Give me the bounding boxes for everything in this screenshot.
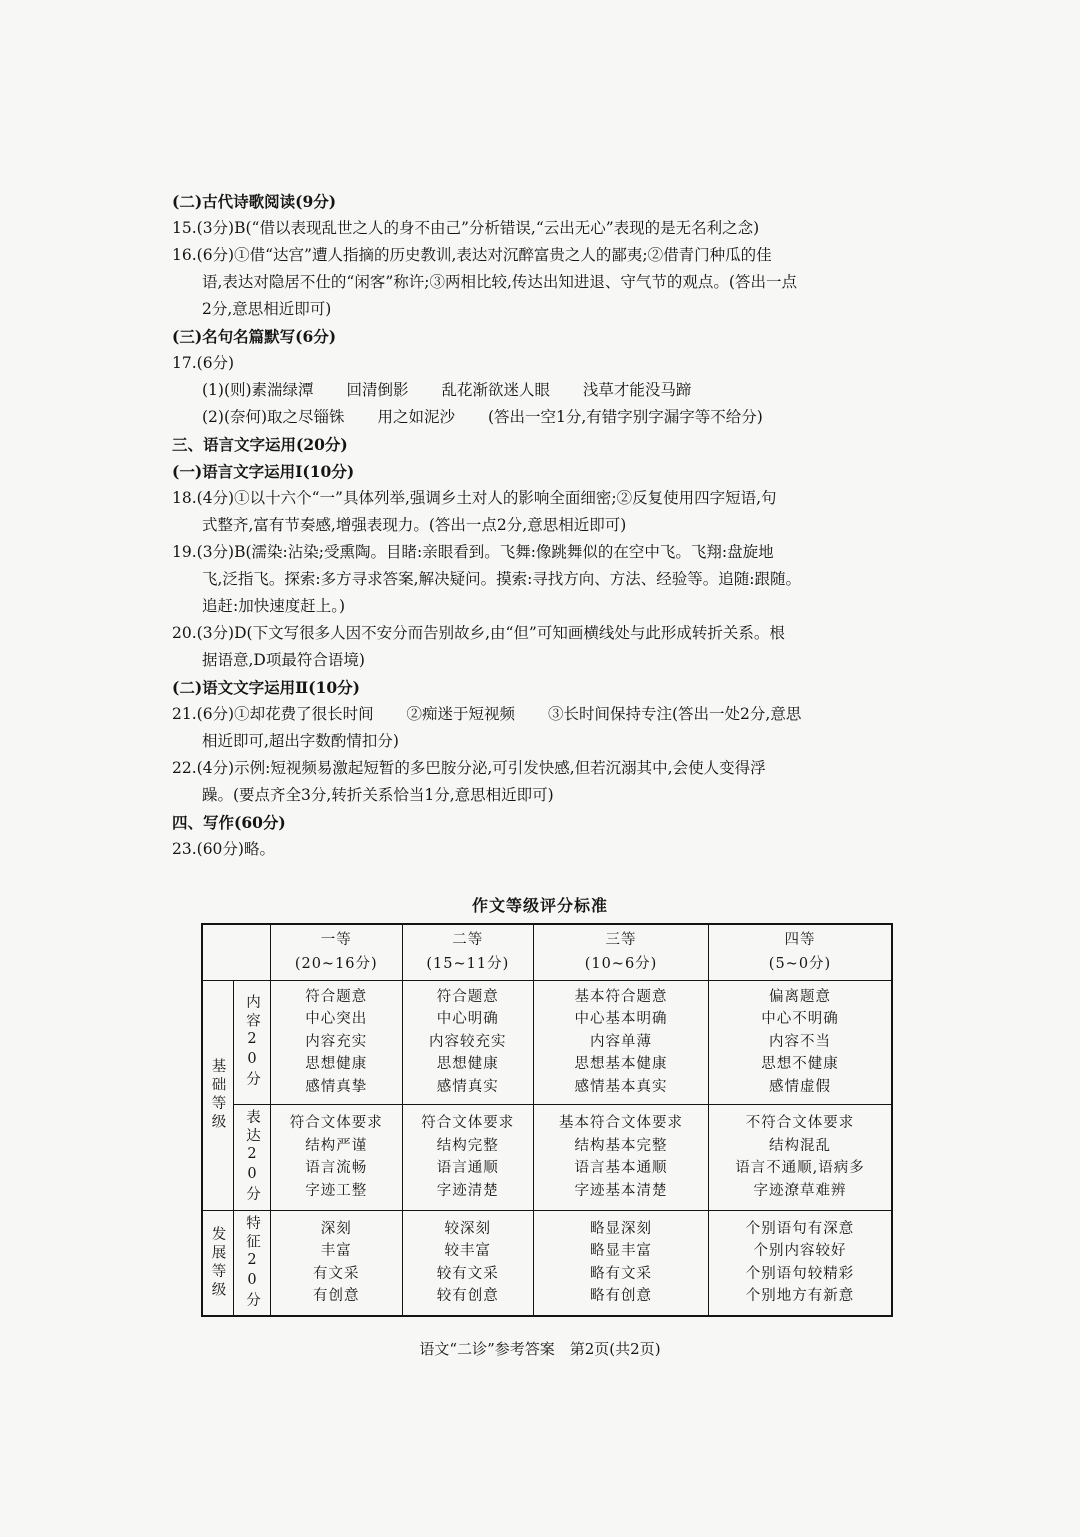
criteria-cell [534,1104,709,1210]
criterion: 中心基本明确 [574,1011,668,1028]
answer-segment: ②痴迷于短视频 [406,705,516,723]
grading-table [201,923,893,1317]
criterion: 字迹清楚 [436,1182,499,1199]
criterion: 略显丰富 [590,1243,653,1260]
section-heading: (三)名句名篇默写(6分) [172,327,337,346]
table-header-row [202,924,892,980]
criterion: 字迹工整 [305,1182,368,1199]
criterion: 符合题意 [305,988,368,1005]
criterion: 中心突出 [305,1011,368,1028]
criterion: 思想基本健康 [574,1056,668,1073]
criterion: 符合文体要求 [421,1115,515,1131]
criterion: 偏离题意 [768,988,831,1005]
answer-segment: (1)(则)素湍绿潭 [202,381,314,399]
answer-line: 2分,意思相近即可) [202,300,332,318]
criterion: 略有创意 [590,1288,653,1305]
criteria-cell [402,980,534,1104]
criterion: 感情基本真实 [574,1078,668,1095]
answer-line [172,377,917,404]
criterion: 结构基本完整 [574,1137,668,1154]
criterion: 内容较充实 [429,1033,507,1050]
answer-line: 式整齐,富有节奏感,增强表现力。(答出一点2分,意思相近即可) [202,516,627,534]
criterion: 字迹基本清楚 [574,1182,668,1199]
criterion: 略有文采 [590,1265,653,1282]
grade-range: (10~6分) [584,956,658,973]
criteria-cell [708,1104,892,1210]
answer-line: 22.(4分)示例:短视频易激起短暂的多巴胺分泌,可引发快感,但若沉溺其中,会使人变得浮 [172,759,766,777]
answer-line: 15.(3分)B(“借以表现乱世之人的身不由己”分析错误,“云出无心”表现的是无名利之念) [172,219,760,237]
answer-line [172,404,917,431]
criterion: 符合题意 [436,988,499,1005]
table-title: 作文等级评分标准 [471,896,608,915]
category-cell: 发展等级 [202,1210,234,1316]
answer-line: 相近即可,超出字数酌情扣分) [202,732,399,750]
grade-range: (15~11分) [426,956,510,973]
answer-line: 16.(6分)①借“达宫”遭人指摘的历史教训,表达对沉醉富贵之人的鄙夷;②借青门种瓜的佳 [172,246,772,264]
table-row [202,1104,892,1210]
answer-line: 19.(3分)B(濡染:沾染;受熏陶。目睹:亲眼看到。飞舞:像跳舞似的在空中飞。飞翔:盘旋地 [172,543,774,561]
section-heading: (二)古代诗歌阅读(9分) [172,192,337,211]
criterion: 深刻 [320,1220,352,1237]
criteria-cell [534,980,709,1104]
grade-level: 二等 [452,932,484,949]
criterion: 个别语句较精彩 [745,1265,855,1282]
criterion: 结构混乱 [768,1137,831,1154]
answer-segment: (2)(奈何)取之尽锱铢 [202,408,345,426]
criterion: 个别内容较好 [753,1243,847,1260]
criterion: 中心明确 [436,1011,499,1028]
criterion: 感情虚假 [768,1078,831,1095]
criterion: 略显深刻 [590,1220,653,1237]
section-heading: (二)语文文字运用Ⅱ(10分) [172,678,360,697]
category-cell: 基础等级 [202,980,234,1210]
answer-line: 据语意,D项最符合语境) [202,651,365,669]
answer-segment: (答出一空1分,有错字别字漏字等不给分) [487,408,763,426]
answer-text [172,188,917,863]
answer-line: 18.(4分)①以十六个“一”具体列举,强调乡土对人的影响全面细密;②反复使用四字短语,句 [172,489,777,507]
answer-line: 躁。(要点齐全3分,转折关系恰当1分,意思相近即可) [202,786,554,804]
grade-level: 一等 [320,932,352,949]
grade-level: 四等 [784,932,816,949]
answer-line: 追赶:加快速度赶上。) [202,597,346,615]
answer-line: 23.(60分)略。 [172,840,275,858]
page-footer: 语文“二诊”参考答案 第2页(共2页) [419,1340,661,1358]
grade-range: (20~16分) [294,956,378,973]
criteria-cell [402,1104,534,1210]
answer-line: 语,表达对隐居不仕的“闲客”称许;③两相比较,传达出知进退、守气节的观点。(答出一点 [202,273,797,291]
table-row [202,980,892,1104]
header-cell [534,924,709,980]
corner-cell [202,924,271,980]
section-heading: 四、写作(60分) [172,813,286,832]
criterion: 较有创意 [436,1288,499,1305]
answer-segment: 浅草才能没马蹄 [582,381,692,399]
criterion: 较深刻 [444,1220,492,1237]
criterion: 语言基本通顺 [574,1160,668,1176]
answer-segment: 乱花渐欲迷人眼 [441,381,550,399]
criterion: 字迹潦草难辨 [753,1182,847,1199]
criterion: 较有文采 [436,1265,499,1282]
criterion: 思想健康 [305,1056,368,1073]
criterion: 中心不明确 [761,1011,839,1028]
criterion: 个别地方有新意 [745,1288,855,1305]
subcategory-cell: 内容20分 [234,980,271,1104]
criterion: 较丰富 [444,1243,492,1260]
answer-segment: 回清倒影 [346,381,409,399]
grade-level: 三等 [605,932,637,949]
criterion: 思想不健康 [761,1056,839,1073]
criterion: 符合文体要求 [289,1115,383,1131]
criteria-cell [534,1210,709,1316]
criterion: 基本符合题意 [574,988,668,1005]
subcategory-cell: 表达20分 [234,1104,271,1210]
header-cell [402,924,534,980]
criterion: 有创意 [313,1288,360,1305]
criteria-cell [708,1210,892,1316]
criterion: 结构完整 [436,1137,499,1154]
criterion: 感情真挚 [305,1078,368,1095]
criterion: 基本符合文体要求 [559,1115,684,1131]
criteria-cell [271,1104,403,1210]
section-heading: (一)语言文字运用Ⅰ(10分) [172,462,355,481]
criterion: 内容单薄 [590,1033,653,1050]
answer-segment: 21.(6分)①却花费了很长时间 [172,705,374,723]
subcategory-cell: 特征20分 [234,1210,271,1316]
criterion: 有文采 [313,1265,360,1282]
criteria-cell [708,980,892,1104]
criterion: 个别语句有深意 [745,1220,855,1237]
criterion: 思想健康 [436,1056,499,1073]
answer-segment: 用之如泥沙 [377,408,456,426]
criterion: 不符合文体要求 [745,1115,855,1131]
answer-line: 17.(6分) [172,354,235,372]
header-cell [271,924,403,980]
grade-range: (5~0分) [768,956,832,973]
criterion: 语言不通顺,语病多 [735,1160,865,1176]
table-row [202,1210,892,1316]
criterion: 语言流畅 [305,1160,368,1176]
criterion: 感情真实 [436,1078,499,1095]
answer-line [172,701,917,728]
answer-line: 飞,泛指飞。探索:多方寻求答案,解决疑问。摸索:寻找方向、方法、经验等。追随:跟随。 [202,570,802,588]
criterion: 结构严谨 [305,1137,368,1154]
criteria-cell [271,1210,403,1316]
criterion: 丰富 [320,1243,352,1260]
section-heading: 三、语言文字运用(20分) [172,435,348,454]
criteria-cell [402,1210,534,1316]
criterion: 内容充实 [305,1033,368,1050]
criterion: 语言通顺 [436,1160,499,1176]
header-cell [708,924,892,980]
criterion: 内容不当 [768,1033,831,1050]
criteria-cell [271,980,403,1104]
answer-line: 20.(3分)D(下文写很多人因不安分而告别故乡,由“但”可知画横线处与此形成转折关系。根 [172,624,785,642]
answer-segment: ③长时间保持专注(答出一处2分,意思 [548,705,802,723]
